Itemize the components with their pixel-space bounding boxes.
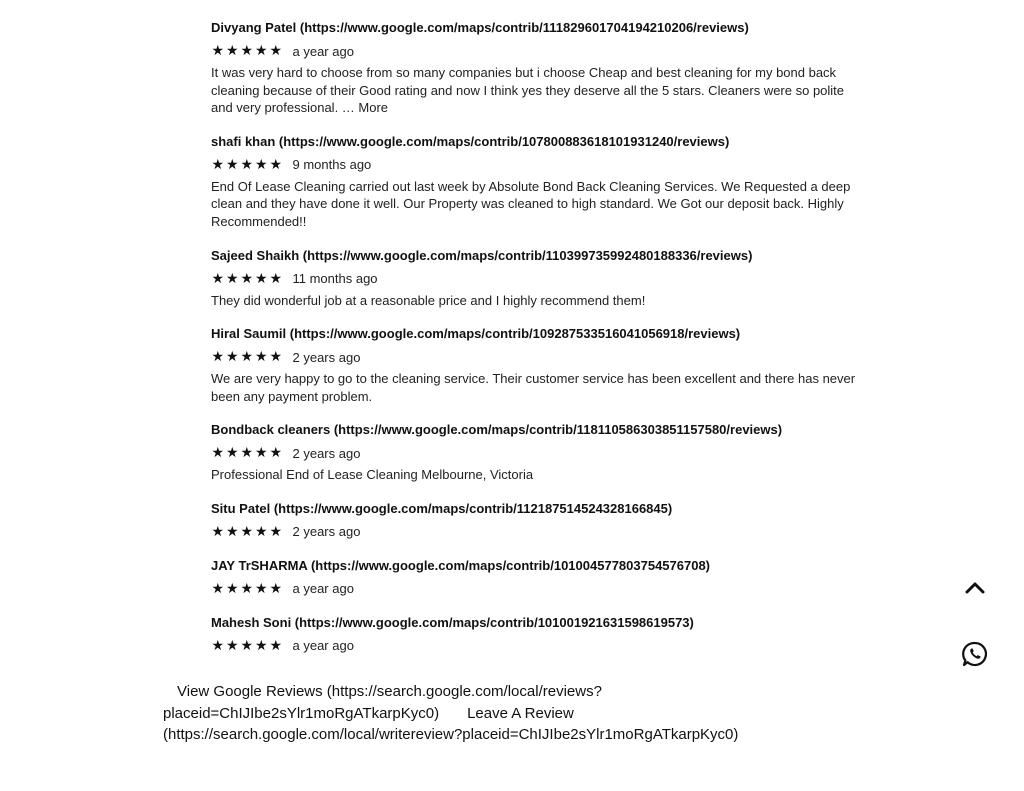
star-icon: ★	[240, 580, 254, 597]
star-rating	[211, 582, 283, 596]
review-time: a year ago	[292, 43, 354, 59]
review-time: 2 years ago	[292, 445, 361, 461]
review-item	[211, 557, 861, 598]
review-meta	[211, 637, 861, 655]
star-rating	[211, 158, 283, 172]
star-icon: ★	[225, 270, 239, 287]
star-icon: ★	[240, 156, 254, 173]
review-text: They did wonderful job at a reasonable price and I highly recommend them!	[211, 292, 646, 308]
review-text	[211, 64, 861, 117]
review-links-footer	[163, 681, 783, 746]
star-icon: ★	[269, 580, 283, 597]
star-icon: ★	[254, 445, 268, 462]
review-text-body: It was very hard to choose from so many companies but i choose Cheap and best cleaning for my bond back cleaning because of their Good rating and now I think yes they deserve all the 5 stars. Cleaners were so polite and very professional. …	[211, 65, 845, 116]
review-item	[211, 325, 861, 405]
star-icon: ★	[211, 580, 225, 597]
star-icon: ★	[269, 445, 283, 462]
review-author-link[interactable]: Hiral Saumil (https://www.google.com/maps/contrib/109287533516041056918/reviews)	[211, 326, 741, 342]
star-icon: ★	[211, 270, 225, 287]
star-icon: ★	[269, 43, 283, 59]
reviews-list	[211, 19, 861, 671]
star-icon: ★	[225, 43, 239, 59]
star-rating	[211, 446, 283, 460]
review-item	[211, 247, 861, 310]
star-icon: ★	[225, 349, 239, 366]
leave-review-link[interactable]: Leave A Review (https://search.google.com/local/writereview?placeid=ChIJIbe2sYlr1moRgATkarpKyc0)	[163, 704, 739, 743]
review-meta	[211, 523, 861, 541]
review-meta	[211, 270, 861, 288]
review-author-link[interactable]: Divyang Patel (https://www.google.com/maps/contrib/111829601704194210206/reviews)	[211, 20, 749, 35]
review-author-link[interactable]: shafi khan (https://www.google.com/maps/contrib/107800883618101931240/reviews)	[211, 133, 730, 149]
star-icon: ★	[240, 349, 254, 366]
review-author-link[interactable]: Mahesh Soni (https://www.google.com/maps/contrib/101001921631598619573)	[211, 614, 694, 630]
more-link[interactable]: More	[358, 100, 389, 116]
review-meta	[211, 444, 861, 462]
star-rating	[211, 272, 283, 286]
review-time: 11 months ago	[292, 271, 378, 287]
star-icon: ★	[269, 349, 283, 366]
star-icon: ★	[225, 156, 239, 173]
review-text: We are very happy to go to the cleaning service. Their customer service has been excellent and there has never been any payment problem.	[211, 371, 856, 404]
view-google-reviews-link[interactable]: View Google Reviews (https://search.google.com/local/reviews?placeid=ChIJIbe2sYlr1moRgATkarpKyc0)	[163, 683, 602, 722]
review-meta	[211, 42, 861, 60]
star-icon: ★	[254, 523, 268, 540]
star-icon: ★	[269, 523, 283, 540]
star-rating	[211, 639, 283, 653]
star-icon: ★	[211, 523, 225, 540]
star-icon: ★	[211, 156, 225, 173]
review-item	[211, 133, 861, 231]
star-icon: ★	[225, 523, 239, 540]
star-rating	[211, 44, 283, 58]
star-icon: ★	[240, 637, 254, 654]
star-icon: ★	[254, 349, 268, 366]
star-icon: ★	[211, 445, 225, 462]
star-icon: ★	[225, 637, 239, 654]
review-item	[211, 421, 861, 484]
star-icon: ★	[269, 156, 283, 173]
review-time: a year ago	[292, 638, 354, 654]
whatsapp-button[interactable]	[957, 636, 993, 672]
star-icon: ★	[269, 637, 283, 654]
review-time: 2 years ago	[292, 349, 361, 365]
review-time: 9 months ago	[292, 157, 372, 173]
review-item	[211, 19, 861, 117]
review-item	[211, 614, 861, 655]
star-icon: ★	[211, 637, 225, 654]
review-time: 2 years ago	[292, 524, 361, 540]
review-meta	[211, 580, 861, 598]
star-icon: ★	[269, 270, 283, 287]
star-icon: ★	[240, 270, 254, 287]
star-icon: ★	[211, 43, 225, 59]
star-icon: ★	[254, 580, 268, 597]
star-icon: ★	[254, 637, 268, 654]
review-author-link[interactable]: JAY TrSHARMA (https://www.google.com/maps/contrib/101004577803754576708)	[211, 557, 711, 573]
review-text: Professional End of Lease Cleaning Melbourne, Victoria	[211, 467, 534, 483]
star-rating	[211, 525, 283, 539]
star-icon: ★	[254, 270, 268, 287]
whatsapp-icon	[961, 640, 989, 668]
review-author-link[interactable]: Bondback cleaners (https://www.google.com/maps/contrib/118110586303851157580/reviews)	[211, 422, 783, 438]
review-time: a year ago	[292, 581, 354, 597]
star-icon: ★	[254, 156, 268, 173]
review-item	[211, 500, 861, 541]
star-icon: ★	[240, 445, 254, 462]
star-icon: ★	[254, 43, 268, 59]
star-icon: ★	[211, 349, 225, 366]
chevron-up-icon	[964, 581, 986, 595]
star-icon: ★	[225, 445, 239, 462]
star-icon: ★	[240, 523, 254, 540]
review-meta	[211, 156, 861, 174]
star-rating	[211, 350, 283, 364]
star-icon: ★	[225, 580, 239, 597]
review-author-link[interactable]: Situ Patel (https://www.google.com/maps/contrib/112187514524328166845)	[211, 500, 673, 516]
scroll-to-top-button[interactable]	[957, 570, 993, 606]
review-meta	[211, 348, 861, 366]
review-author-link[interactable]: Sajeed Shaikh (https://www.google.com/maps/contrib/110399735992480188336/reviews)	[211, 247, 753, 263]
star-icon: ★	[240, 43, 254, 59]
review-text: End Of Lease Cleaning carried out last week by Absolute Bond Back Cleaning Services. We Requested a deep clean and they have done it well. Our Property was cleaned to high standard. We Got our deposit back. Highly Recommended!!	[211, 178, 851, 229]
